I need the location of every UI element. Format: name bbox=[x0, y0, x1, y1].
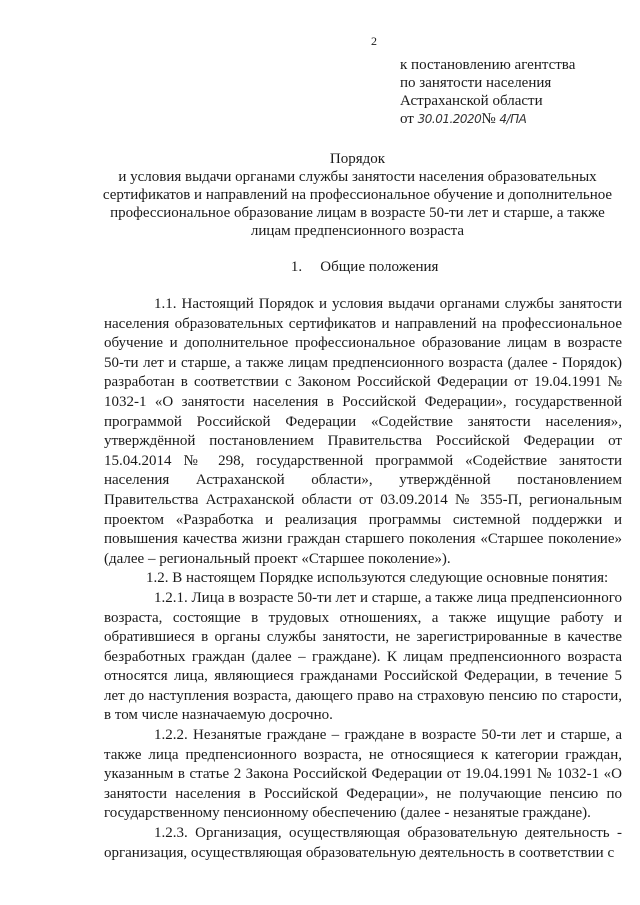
page-number: 2 bbox=[371, 34, 377, 48]
paragraph: 1.2.3. Организация, осуществляющая образовательную деятельность - организация, осуществляющая образовательную деятельность в соответствии с bbox=[104, 825, 622, 861]
title-subtitle: и условия выдачи органами службы занятости населения образовательных сертификатов и направлений на профессиональное обучение и дополнительное профессиональное образование лицам в возрасте 50-ти лет и старше, а также лицам предпенсионного возраста bbox=[102, 169, 613, 239]
paragraph: 1.1. Настоящий Порядок и условия выдачи органами службы занятости населения образовательных сертификатов и направлений на профессиональное обучение и дополнительное профессиональное образование лицам в возрасте 50-ти лет и старше, а также лицам предпенсионного возраста (далее - Порядок) разработан в соответствии с Законом Российской Федерации от 19.04.1991 № 1032-1 «О занятости населения в Российской Федерации», государственной программой Российской Федерации «Содействие занятости населения», утверждённой постановлением Правительства Российской Федерации от 15.04.2014 № 298, государственной программой «Содействие занятости населения Астраханской области», утверждённой постановлением Правительства Астраханской области от 03.09.2014 № 355-П, региональным проектом «Разработка и реализация программы системной поддержки и повышения качества жизни граждан старшего поколения «Старшее поколение» (далее – региональный проект «Старшее поколение»). bbox=[104, 296, 622, 567]
title-heading: Порядок bbox=[329, 151, 386, 167]
section-title: Общие положения bbox=[320, 259, 439, 275]
handwritten-date: 30.01.2020 bbox=[417, 112, 482, 126]
approval-header bbox=[400, 56, 575, 128]
section-heading bbox=[95, 259, 620, 276]
paragraph: 1.2.2. Незанятые граждане – граждане в возрасте 50-ти лет и старше, а также лица предпенсионного возраста, не относящиеся к категории граждан, указанным в статье 2 Закона Российской Федерации от 19.04.1991 № 1032-1 «О занятости населения в Российской Федерации», не получающие пенсию по государственному пенсионному обеспечению (далее - незанятые граждане). bbox=[104, 727, 622, 822]
header-date-number bbox=[400, 110, 575, 128]
header-line-agency: к постановлению агентства bbox=[400, 57, 576, 73]
handwritten-number: 4/ПА bbox=[499, 112, 527, 126]
document-body bbox=[104, 295, 622, 863]
paragraph: 1.2. В настоящем Порядке используются следующие основные понятия: bbox=[146, 570, 609, 587]
header-line-employment: по занятости населения bbox=[400, 75, 552, 91]
header-line-region: Астраханской области bbox=[400, 93, 543, 109]
section-number: 1. bbox=[290, 259, 303, 275]
number-label: № bbox=[481, 111, 496, 127]
document-title bbox=[95, 150, 620, 240]
from-label: от bbox=[400, 111, 414, 127]
paragraph: 1.2.1. Лица в возрасте 50-ти лет и старше, а также лица предпенсионного возраста, состоящие в трудовых отношениях, а также ищущие работу и обратившиеся в органы службы занятости, не зарегистрированные в качестве безработных граждан (далее – граждане). К лицам предпенсионного возраста относятся лица, являющиеся гражданами Российской Федерации, в течение 5 лет до наступления возраста, дающего право на страховую пенсию по старости, в том числе назначаемую досрочно. bbox=[104, 589, 622, 724]
